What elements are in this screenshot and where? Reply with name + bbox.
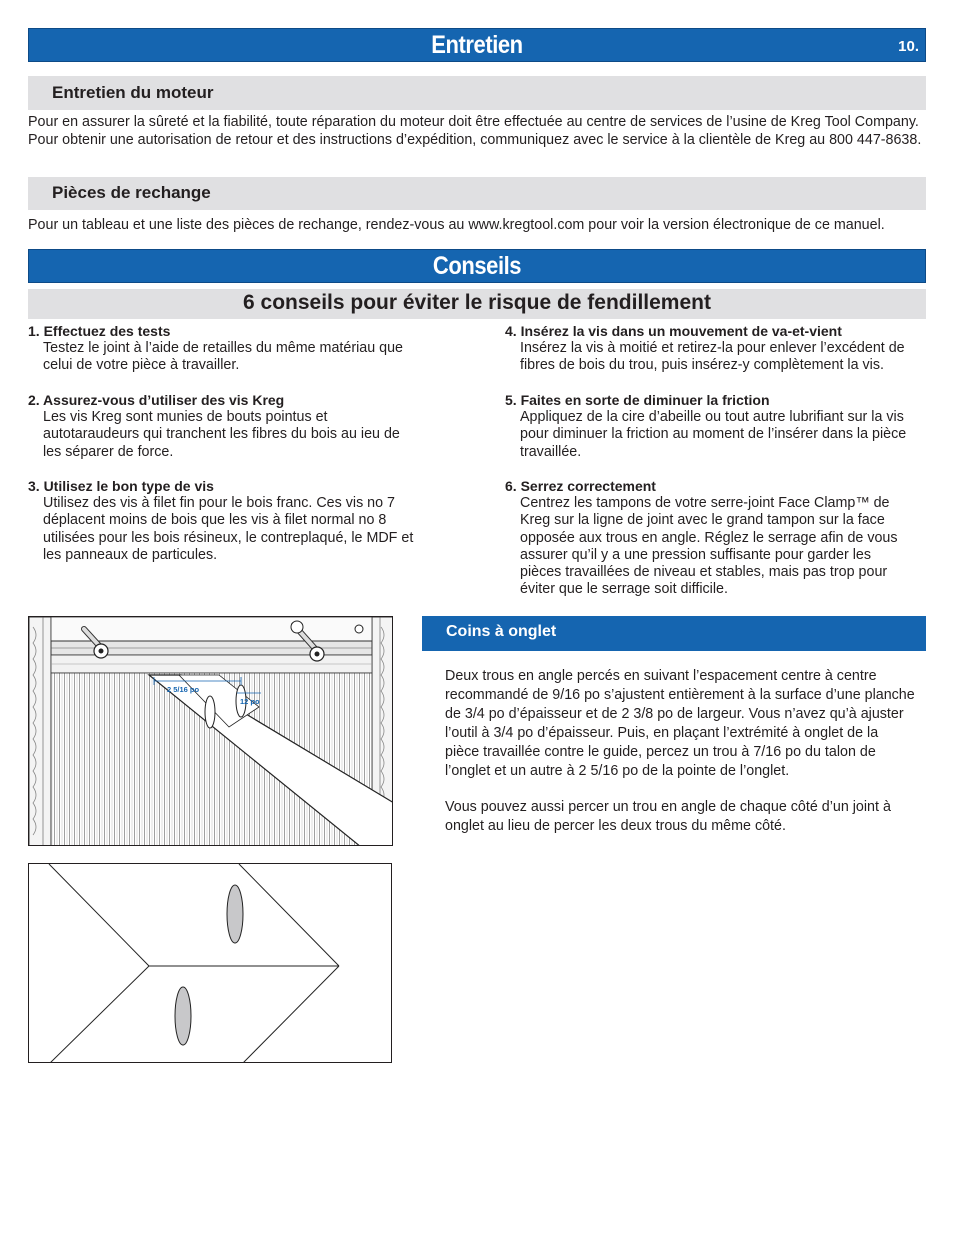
coins-header bbox=[422, 616, 926, 651]
conseils-subheader bbox=[28, 289, 926, 319]
pieces-text: Pour un tableau et une liste des pièces de rechange, rendez-vous au www.kregtool.com pour voir la version électronique de ce manuel. bbox=[28, 217, 885, 233]
tip-heading: 2. Assurez-vous d’utiliser des vis Kreg bbox=[28, 392, 285, 408]
miter-drawing bbox=[29, 864, 392, 1063]
jig-illustration bbox=[28, 616, 393, 846]
tip-heading: 3. Utilisez le bon type de vis bbox=[28, 478, 214, 494]
tip-body: Les vis Kreg sont munies de bouts pointus et autotaraudeurs qui tranchent les fibres du bois au ieu de les séparer de force. bbox=[43, 409, 400, 460]
entretien-moteur-text: Pour en assurer la sûreté et la fiabilité, toute réparation du moteur doit être effectuée au centre de services de l’usine de Kreg Tool Company. Pour obtenir une autorisation de retour et des instructions d’expédition, communiquez avec le service à la clientèle de Kreg au 800 447-8638. bbox=[28, 114, 922, 149]
tip-heading: 4. Insérez la vis dans un mouvement de va-et-vient bbox=[505, 323, 842, 339]
label-12: 12 po bbox=[240, 697, 260, 706]
tip-4 bbox=[505, 323, 930, 375]
coins-title: Coins à onglet bbox=[446, 623, 557, 640]
tip-1 bbox=[28, 323, 428, 375]
conseils-subtitle: 6 conseils pour éviter le risque de fendillement bbox=[243, 291, 711, 314]
tip-heading: 6. Serrez correctement bbox=[505, 478, 656, 494]
entretien-moteur-header bbox=[28, 76, 926, 110]
label-2-5-16: 2 5/16 po bbox=[167, 685, 200, 694]
entretien-moteur-title: Entretien du moteur bbox=[52, 83, 214, 102]
pieces-title: Pièces de rechange bbox=[52, 183, 211, 202]
tip-body: Insérez la vis à moitié et retirez-la pour enlever l’excédent de fibres de bois du trou, puis insérez-y complètement la vis. bbox=[520, 340, 905, 374]
miter-diagram bbox=[28, 863, 392, 1063]
tip-body: Appliquez de la cire d’abeille ou tout autre lubrifiant sur la vis pour diminuer la friction au moment de l’insérer dans la pièce travaillée. bbox=[520, 409, 907, 460]
coins-paragraph-2: Vous pouvez aussi percer un trou en angle de chaque côté d’un joint à onglet au lieu de percer les deux trous du même côté. bbox=[445, 799, 891, 834]
tip-heading: 1. Effectuez des tests bbox=[28, 323, 171, 339]
tip-body: Centrez les tampons de votre serre-joint Face Clamp™ de Kreg sur la ligne de joint avec le grand tampon sur la face opposée aux trous en angle. Réglez le serrage afin de vous assurer qu’il y a une pression suffisante pour garder les pièces travaillées de niveau et stables, mais pas trop pour éviter que le serrage soit difficile. bbox=[520, 495, 898, 598]
tip-body: Testez le joint à l’aide de retailles du même matériau que celui de votre pièce à travailler. bbox=[43, 340, 403, 374]
tip-2 bbox=[28, 392, 408, 461]
page-number: 10. bbox=[898, 38, 919, 55]
jig-drawing bbox=[29, 617, 393, 846]
tip-6 bbox=[505, 478, 915, 598]
entretien-title: Entretien bbox=[431, 31, 523, 59]
tip-3 bbox=[28, 478, 428, 564]
conseils-header bbox=[28, 249, 926, 283]
conseils-title: Conseils bbox=[432, 252, 522, 280]
tip-heading: 5. Faites en sorte de diminuer la friction bbox=[505, 392, 770, 408]
pieces-header bbox=[28, 177, 926, 210]
tip-body: Utilisez des vis à filet fin pour le bois franc. Ces vis no 7 déplacent moins de bois que les vis à filet normal no 8 utilisées pour les bois résineux, le contreplaqué, le MDF et les panneaux de particules. bbox=[43, 495, 414, 563]
coins-paragraph-1: Deux trous en angle percés en suivant l’espacement centre à centre recommandé de 9/16 po s’ajustent entièrement à la surface d’une planche de 3/4 po d’épaisseur et de 2 3/8 po de largeur. Vous n’avez qu’à ajuster l’outil à 3/4 po d’épaisseur. Puis, en plaçant l’extrémité à onglet de la pièce travaillée contre le guide, percez un trou à 7/16 po du talon de l’onglet et un autre à 2 5/16 po de la pointe de l’onglet. bbox=[445, 668, 915, 779]
entretien-header bbox=[28, 28, 926, 62]
tip-5 bbox=[505, 392, 930, 461]
